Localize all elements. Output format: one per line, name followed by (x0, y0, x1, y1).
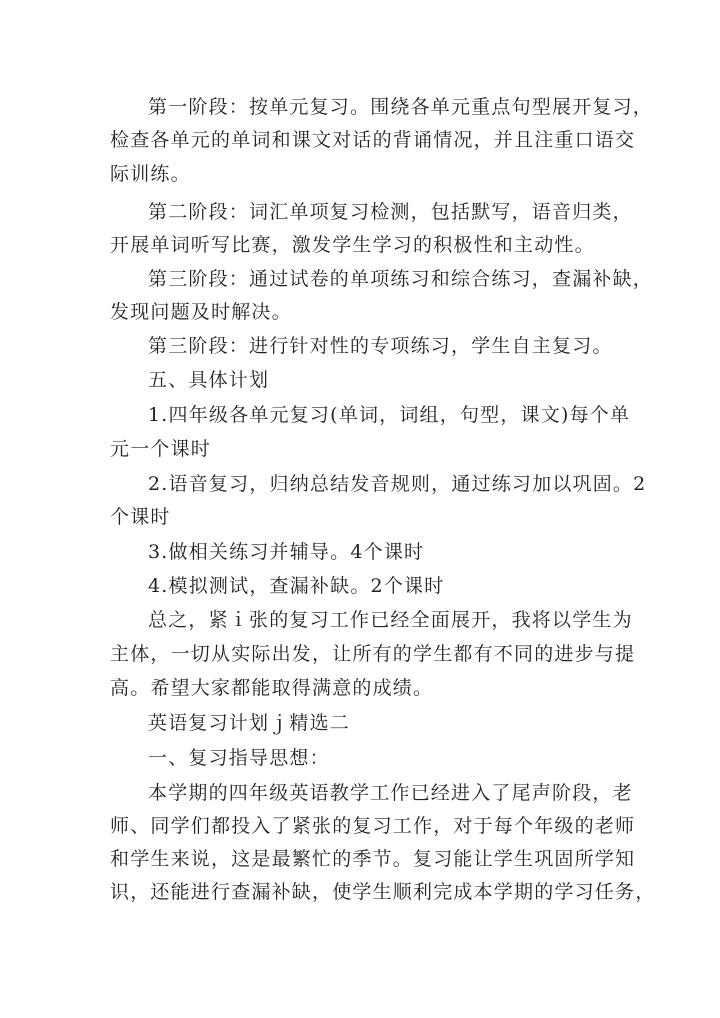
list-item: 3.做相关练习并辅导。4个课时 (148, 541, 425, 563)
list-item: 2.语音复习，归纳总结发音规则，通过练习加以巩固。2 (148, 473, 647, 495)
text-line: 个课时 (110, 506, 171, 528)
text-line: 师、同学们都投入了紧张的复习工作，对于每个年级的老师 (110, 815, 636, 837)
text-line: 元一个课时 (110, 438, 212, 460)
text-line: 识，还能进行查漏补缺，使学生顺利完成本学期的学习任务， (110, 881, 656, 903)
text-line: 第三阶段：通过试卷的单项练习和综合练习，查漏补缺， (148, 268, 654, 290)
text-line: 检查各单元的单词和课文对话的背诵情况，并且注重口语交 (110, 129, 636, 151)
section-heading: 五、具体计划 (148, 369, 270, 391)
text-line: 际训练。 (110, 163, 191, 185)
text-line: 发现问题及时解决。 (110, 301, 292, 323)
list-item: 4.模拟测试，查漏补缺。2个课时 (148, 575, 445, 597)
text-line: 第一阶段：按单元复习。围绕各单元重点句型展开复习， (148, 96, 654, 118)
section-heading: 一、复习指导思想： (148, 747, 330, 769)
text-line: 主体，一切从实际出发，让所有的学生都有不同的进步与提 (110, 643, 636, 665)
text-line: 开展单词听写比赛，激发学生学习的积极性和主动性。 (110, 234, 595, 256)
text-line: 和学生来说，这是最繁忙的季节。复习能让学生巩固所学知 (110, 848, 636, 870)
list-item: 1.四年级各单元复习(单词，词组，句型，课文)每个单 (148, 404, 631, 426)
text-line: 第二阶段：词汇单项复习检测，包括默写，语音归类， (148, 201, 633, 223)
text-line: 高。希望大家都能取得满意的成绩。 (110, 677, 434, 699)
text-line: 第三阶段：进行针对性的专项练习，学生自主复习。 (148, 335, 613, 357)
section-heading: 英语复习计划ｊ精选二 (148, 712, 351, 734)
text-line: 总之，紧ｉ张的复习工作已经全面展开，我将以学生为 (148, 609, 633, 631)
text-line: 本学期的四年级英语教学工作已经进入了尾声阶段，老 (148, 782, 633, 804)
